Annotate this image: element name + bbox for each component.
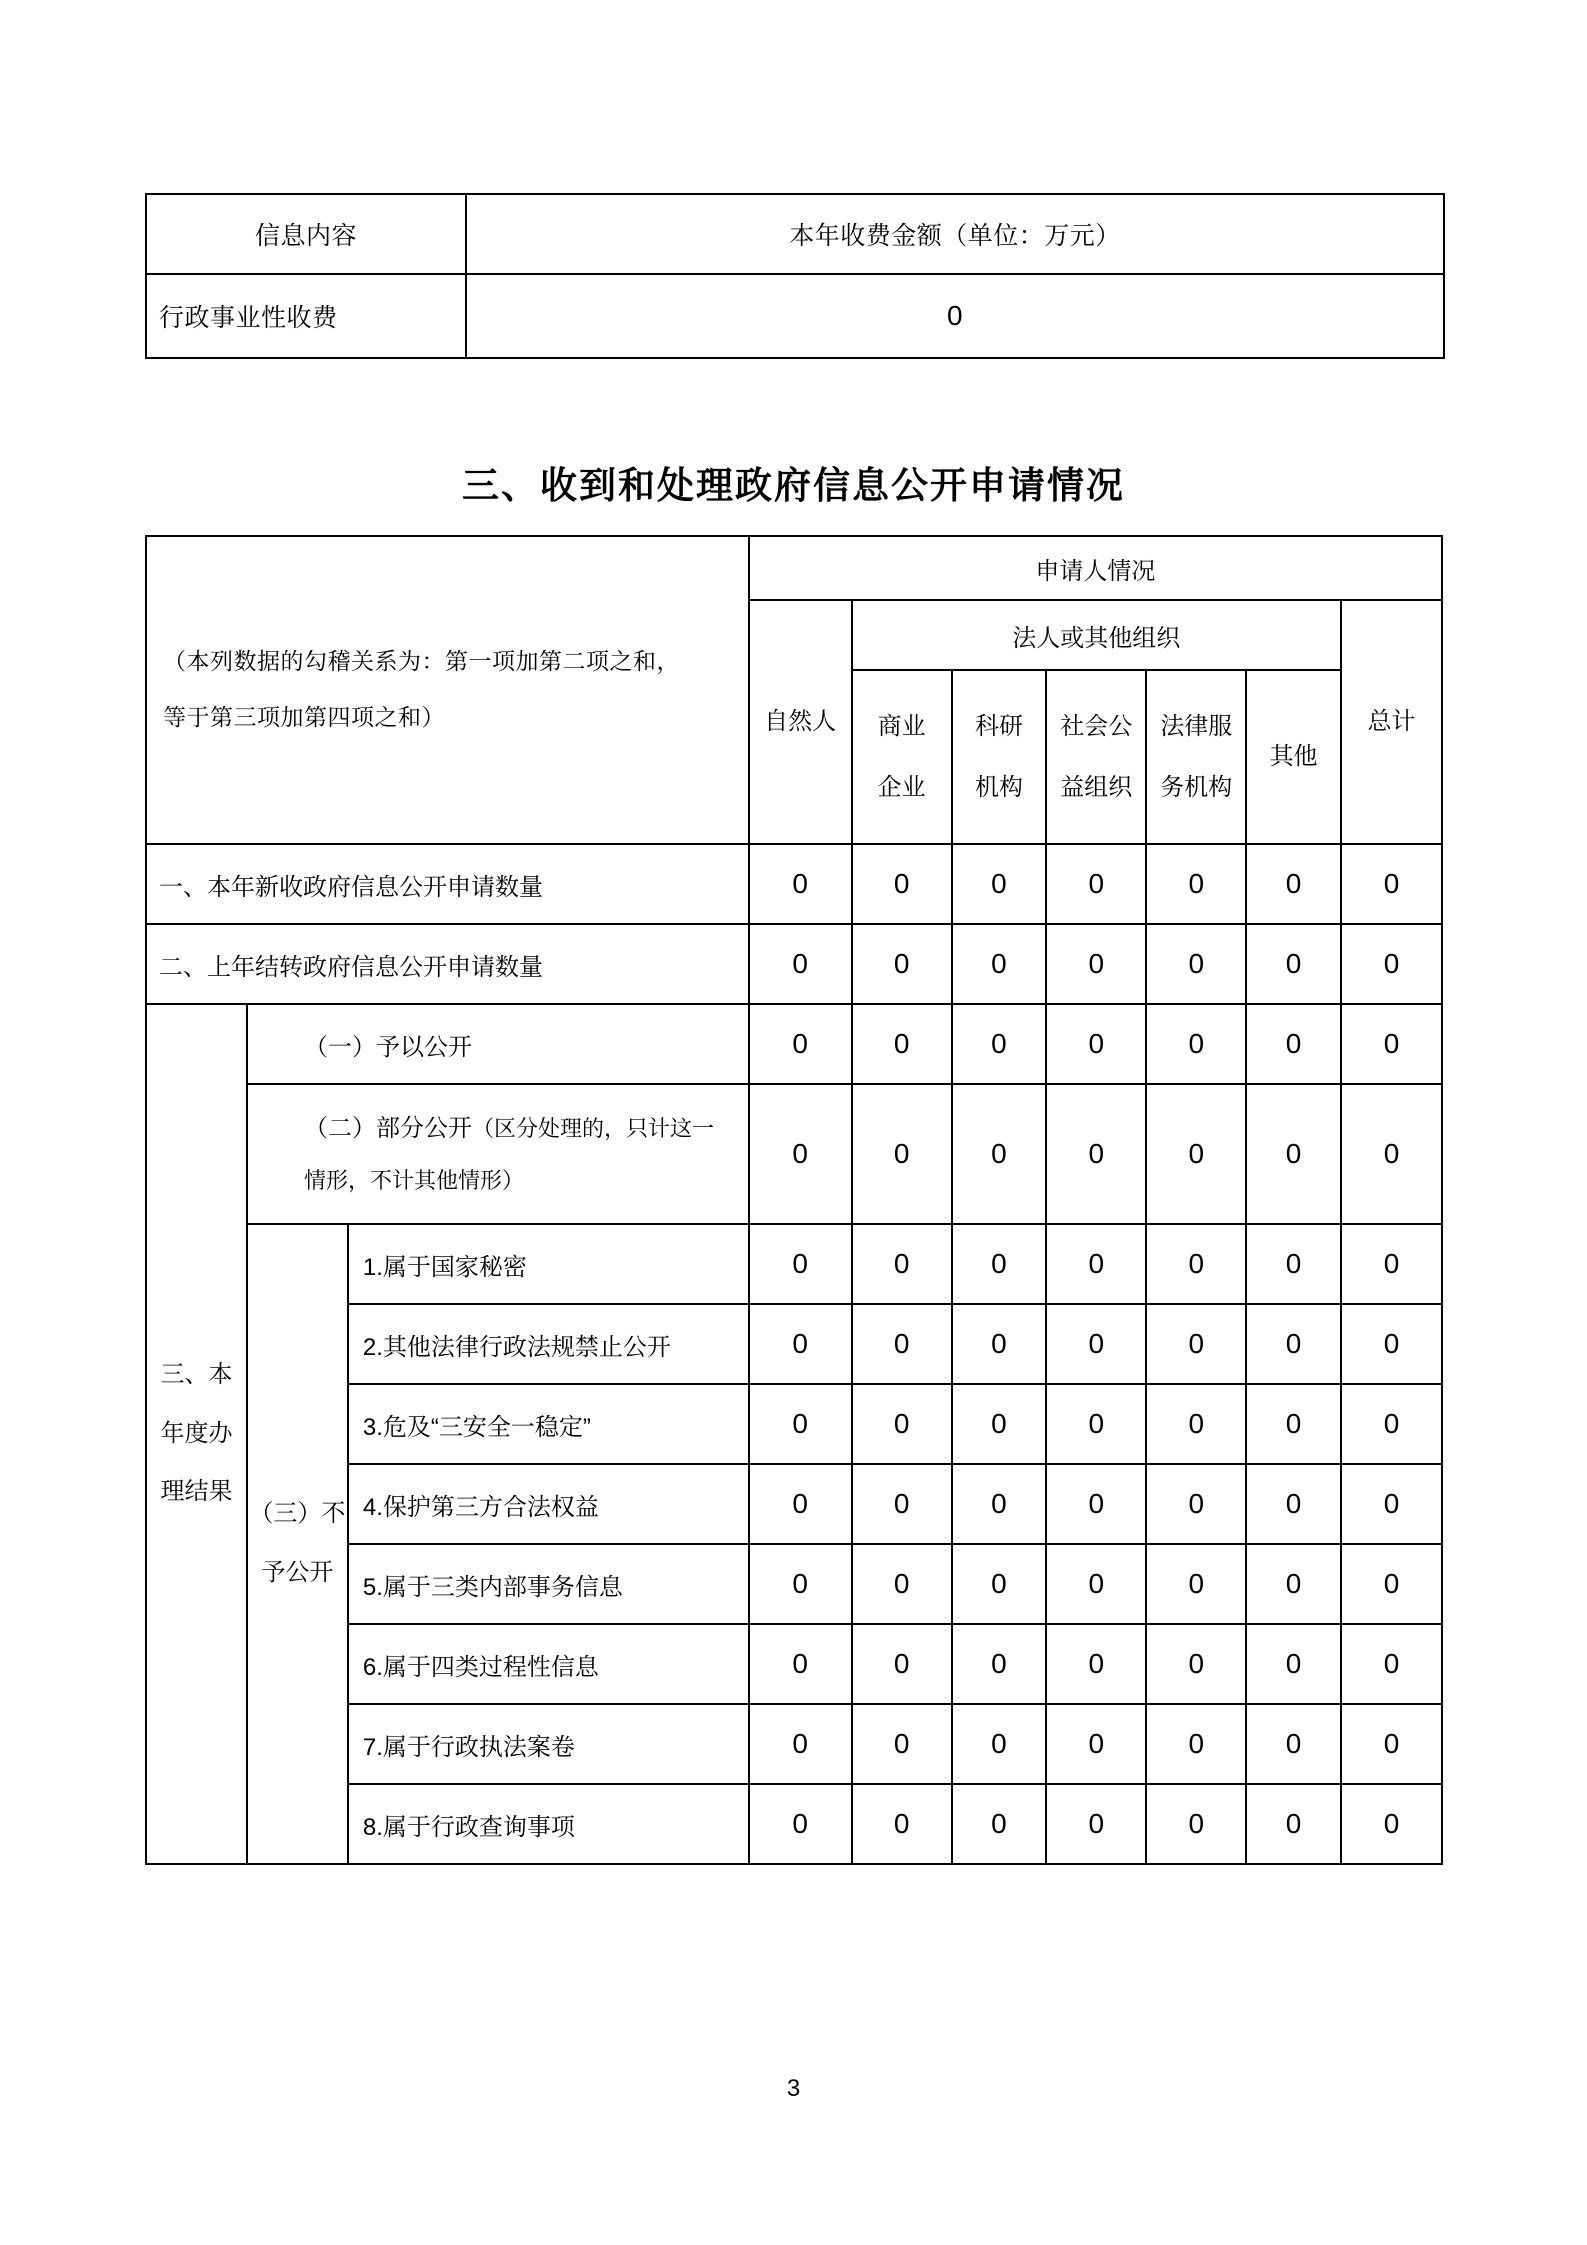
cell-three-safety-natural: 0	[749, 1384, 852, 1464]
cell-admin-inquiry-other: 0	[1246, 1784, 1341, 1864]
group-label-nondisclosure	[247, 1224, 348, 1864]
header-legal-or-other-org: 法人或其他组织	[852, 600, 1341, 670]
cell-enforcement-file-total: 0	[1341, 1704, 1442, 1784]
row-label-law-prohibited: 2.其他法律行政法规禁止公开	[348, 1304, 749, 1384]
row-label-new-received: 一、本年新收政府信息公开申请数量	[146, 844, 749, 924]
cell-third-party-legalsvc: 0	[1146, 1464, 1246, 1544]
cell-process-info-legalsvc: 0	[1146, 1624, 1246, 1704]
header-col-research-institution	[952, 670, 1047, 844]
cell-new-received-legalsvc: 0	[1146, 844, 1246, 924]
cell-internal-affairs-social: 0	[1046, 1544, 1146, 1624]
row-label-partial-note2: 情形，不计其他情形）	[303, 1168, 524, 1194]
cell-three-safety-business: 0	[852, 1384, 952, 1464]
header-col-social-welfare-org	[1046, 670, 1146, 844]
cell-state-secret-business: 0	[852, 1224, 952, 1304]
cell-third-party-total: 0	[1341, 1464, 1442, 1544]
cell-carried-over-business: 0	[852, 924, 952, 1004]
application-table	[145, 535, 1443, 1865]
cell-carried-over-other: 0	[1246, 924, 1341, 1004]
cell-disclosed-other: 0	[1246, 1004, 1341, 1084]
header-col-research-line2: 机构	[974, 774, 1023, 801]
cell-internal-affairs-natural: 0	[749, 1544, 852, 1624]
cell-enforcement-file-business: 0	[852, 1704, 952, 1784]
cell-admin-inquiry-total: 0	[1341, 1784, 1442, 1864]
cell-new-received-business: 0	[852, 844, 952, 924]
header-col-business-line2: 企业	[877, 774, 926, 801]
row-label-internal-affairs: 5.属于三类内部事务信息	[348, 1544, 749, 1624]
group-label-annual-result-line2: 年度办	[160, 1419, 233, 1447]
cell-process-info-research: 0	[952, 1624, 1047, 1704]
cell-process-info-business: 0	[852, 1624, 952, 1704]
cell-carried-over-social: 0	[1046, 924, 1146, 1004]
cell-disclosed-total: 0	[1341, 1004, 1442, 1084]
cell-new-received-total: 0	[1341, 844, 1442, 924]
cell-new-received-natural: 0	[749, 844, 852, 924]
header-col-legal-service-org	[1146, 670, 1246, 844]
cell-law-prohibited-social: 0	[1046, 1304, 1146, 1384]
cell-third-party-other: 0	[1246, 1464, 1341, 1544]
cell-partial-natural: 0	[749, 1084, 852, 1224]
row-label-state-secret: 1.属于国家秘密	[348, 1224, 749, 1304]
group-label-nondisclosure-line1: （三）不	[249, 1500, 346, 1528]
header-col-legalsvc-line2: 务机构	[1160, 774, 1233, 801]
table-row	[146, 924, 1442, 1004]
row-label-partial-disclosed	[247, 1084, 749, 1224]
cell-three-safety-total: 0	[1341, 1384, 1442, 1464]
header-col-natural-person: 自然人	[749, 600, 852, 844]
cell-process-info-natural: 0	[749, 1624, 852, 1704]
group-label-nondisclosure-line2: 予公开	[261, 1559, 334, 1586]
fee-table-row	[146, 274, 1444, 358]
header-applicant-situation: 申请人情况	[749, 536, 1442, 600]
cell-process-info-social: 0	[1046, 1624, 1146, 1704]
cell-enforcement-file-social: 0	[1046, 1704, 1146, 1784]
group-label-annual-result-line3: 理结果	[160, 1478, 233, 1506]
cell-third-party-social: 0	[1046, 1464, 1146, 1544]
cell-disclosed-legalsvc: 0	[1146, 1004, 1246, 1084]
fee-row-label: 行政事业性收费	[146, 274, 466, 358]
cell-new-received-other: 0	[1246, 844, 1341, 924]
header-col-research-line1: 科研	[974, 712, 1023, 740]
cell-state-secret-total: 0	[1341, 1224, 1442, 1304]
cell-partial-research: 0	[952, 1084, 1047, 1224]
cell-law-prohibited-total: 0	[1341, 1304, 1442, 1384]
cell-partial-other: 0	[1246, 1084, 1341, 1224]
cell-carried-over-research: 0	[952, 924, 1047, 1004]
fee-row-value: 0	[466, 274, 1444, 358]
row-label-carried-over: 二、上年结转政府信息公开申请数量	[146, 924, 749, 1004]
cell-law-prohibited-legalsvc: 0	[1146, 1304, 1246, 1384]
section-title: 三、收到和处理政府信息公开申请情况	[462, 465, 1125, 506]
cell-disclosed-natural: 0	[749, 1004, 852, 1084]
cell-carried-over-natural: 0	[749, 924, 852, 1004]
fee-header-info-content: 信息内容	[146, 194, 466, 274]
header-col-social-line2: 益组织	[1060, 774, 1133, 801]
header-col-total: 总计	[1341, 600, 1442, 844]
row-label-partial-main: （二）部分公开	[303, 1115, 472, 1143]
table-row	[146, 1224, 1442, 1304]
table-row	[146, 844, 1442, 924]
cell-partial-total: 0	[1341, 1084, 1442, 1224]
header-col-legalsvc-line1: 法律服	[1160, 712, 1233, 740]
cell-carried-over-legalsvc: 0	[1146, 924, 1246, 1004]
cell-partial-legalsvc: 0	[1146, 1084, 1246, 1224]
header-col-social-line1: 社会公	[1060, 712, 1133, 740]
table-row	[146, 1084, 1442, 1224]
row-label-admin-inquiry: 8.属于行政查询事项	[348, 1784, 749, 1864]
cell-law-prohibited-natural: 0	[749, 1304, 852, 1384]
header-col-business-enterprise	[852, 670, 952, 844]
cell-three-safety-research: 0	[952, 1384, 1047, 1464]
fee-table-container	[145, 193, 1443, 359]
cell-three-safety-other: 0	[1246, 1384, 1341, 1464]
cell-state-secret-research: 0	[952, 1224, 1047, 1304]
cell-enforcement-file-other: 0	[1246, 1704, 1341, 1784]
group-label-annual-result-line1: 三、本	[160, 1360, 233, 1388]
table-header-row-applicant	[146, 536, 1442, 600]
description-line-1: （本列数据的勾稽关系为：第一项加第二项之和，	[163, 648, 680, 674]
cell-internal-affairs-legalsvc: 0	[1146, 1544, 1246, 1624]
cell-third-party-research: 0	[952, 1464, 1047, 1544]
cell-law-prohibited-business: 0	[852, 1304, 952, 1384]
table-row	[146, 1004, 1442, 1084]
cell-admin-inquiry-legalsvc: 0	[1146, 1784, 1246, 1864]
cell-state-secret-other: 0	[1246, 1224, 1341, 1304]
group-label-annual-result	[146, 1004, 247, 1864]
cell-internal-affairs-business: 0	[852, 1544, 952, 1624]
fee-table-header-row	[146, 194, 1444, 274]
cell-enforcement-file-research: 0	[952, 1704, 1047, 1784]
cell-three-safety-social: 0	[1046, 1384, 1146, 1464]
row-label-enforcement-file: 7.属于行政执法案卷	[348, 1704, 749, 1784]
cell-three-safety-legalsvc: 0	[1146, 1384, 1246, 1464]
row-label-third-party: 4.保护第三方合法权益	[348, 1464, 749, 1544]
page-number: 3	[786, 2075, 801, 2102]
cell-process-info-other: 0	[1246, 1624, 1341, 1704]
row-label-process-info: 6.属于四类过程性信息	[348, 1624, 749, 1704]
cell-internal-affairs-total: 0	[1341, 1544, 1442, 1624]
cell-law-prohibited-research: 0	[952, 1304, 1047, 1384]
cell-state-secret-legalsvc: 0	[1146, 1224, 1246, 1304]
cell-enforcement-file-legalsvc: 0	[1146, 1704, 1246, 1784]
cell-admin-inquiry-research: 0	[952, 1784, 1047, 1864]
cell-new-received-research: 0	[952, 844, 1047, 924]
row-label-partial-note1: （区分处理的，只计这一	[471, 1116, 714, 1142]
cell-disclosed-business: 0	[852, 1004, 952, 1084]
cell-state-secret-natural: 0	[749, 1224, 852, 1304]
cell-process-info-total: 0	[1341, 1624, 1442, 1704]
application-table-container	[145, 535, 1443, 1865]
description-cell	[146, 536, 749, 844]
cell-enforcement-file-natural: 0	[749, 1704, 852, 1784]
header-col-business-line1: 商业	[877, 712, 926, 740]
cell-carried-over-total: 0	[1341, 924, 1442, 1004]
cell-partial-business: 0	[852, 1084, 952, 1224]
fee-table	[145, 193, 1445, 359]
cell-law-prohibited-other: 0	[1246, 1304, 1341, 1384]
row-label-disclosed: （一）予以公开	[247, 1004, 749, 1084]
description-line-2: 等于第三项加第四项之和）	[163, 705, 445, 730]
cell-disclosed-social: 0	[1046, 1004, 1146, 1084]
cell-admin-inquiry-social: 0	[1046, 1784, 1146, 1864]
cell-internal-affairs-other: 0	[1246, 1544, 1341, 1624]
fee-header-amount: 本年收费金额（单位：万元）	[466, 194, 1444, 274]
cell-third-party-natural: 0	[749, 1464, 852, 1544]
cell-third-party-business: 0	[852, 1464, 952, 1544]
cell-partial-social: 0	[1046, 1084, 1146, 1224]
row-label-three-safety: 3.危及“三安全一稳定”	[348, 1384, 749, 1464]
cell-new-received-social: 0	[1046, 844, 1146, 924]
cell-state-secret-social: 0	[1046, 1224, 1146, 1304]
cell-disclosed-research: 0	[952, 1004, 1047, 1084]
cell-admin-inquiry-business: 0	[852, 1784, 952, 1864]
cell-internal-affairs-research: 0	[952, 1544, 1047, 1624]
header-col-other: 其他	[1246, 670, 1341, 844]
cell-admin-inquiry-natural: 0	[749, 1784, 852, 1864]
